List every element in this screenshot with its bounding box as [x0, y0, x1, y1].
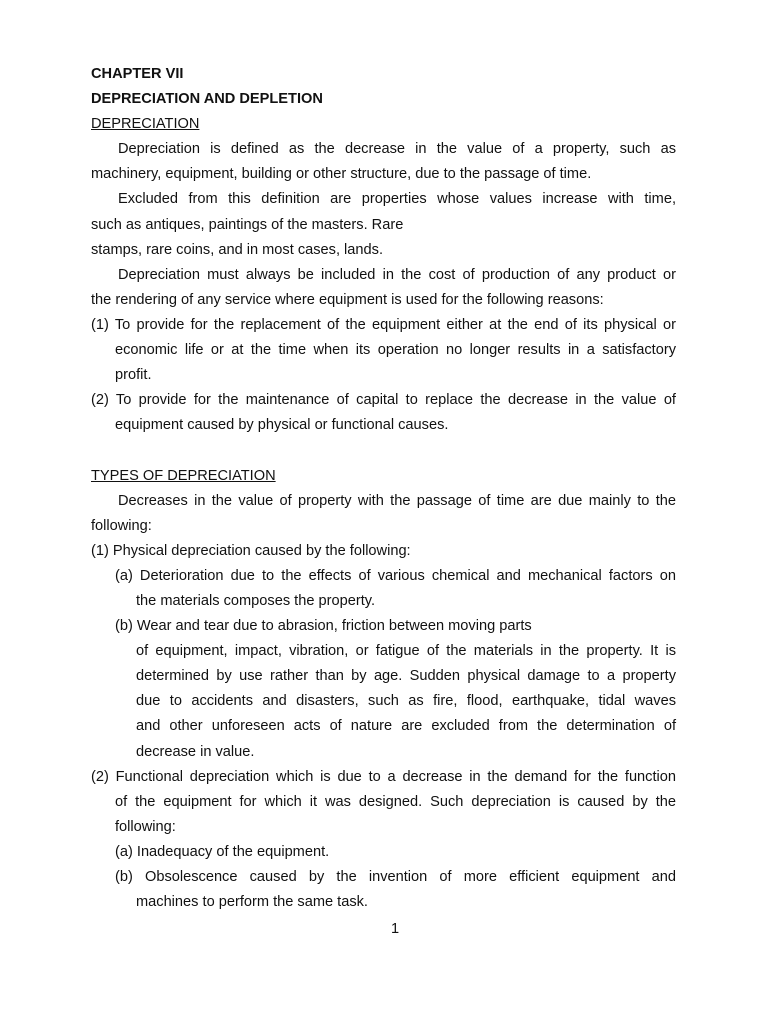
- list-item-line: economic life or at the time when its operation no longer results in a satisfactory: [115, 342, 676, 359]
- sublist-item-line: due to accidents and disasters, such as fire, flood, earthquake, tidal waves: [136, 693, 676, 710]
- list-item-line: equipment caused by physical or functional causes.: [115, 417, 449, 434]
- paragraph-line: Excluded from this definition are properties whose values increase with time,: [118, 191, 676, 208]
- list-item-line: (2) To provide for the maintenance of capital to replace the decrease in the value of: [91, 392, 676, 409]
- sublist-item-line: decrease in value.: [136, 743, 255, 760]
- sublist-item-line: (b) Obsolescence caused by the invention of more efficient equipment and: [115, 869, 676, 885]
- paragraph-line: machinery, equipment, building or other structure, due to the passage of time.: [91, 166, 592, 183]
- paragraph-line: Depreciation must always be included in the cost of production of any product or: [118, 266, 676, 283]
- chapter-label: CHAPTER VII: [91, 66, 184, 82]
- list-item-line: (2) Functional depreciation which is due to a decrease in the demand for the function: [91, 768, 676, 785]
- paragraph-line: such as antiques, paintings of the masters. Rare: [91, 216, 404, 233]
- list-item-line: following:: [115, 818, 176, 835]
- sublist-item-line: the materials composes the property.: [136, 592, 376, 609]
- sublist-item-line: (a) Deterioration due to the effects of various chemical and mechanical factors on: [115, 567, 676, 584]
- section-gap: [91, 438, 676, 463]
- chapter-title: DEPRECIATION AND DEPLETION: [91, 91, 323, 108]
- document-page: [91, 62, 676, 915]
- paragraph-line: stamps, rare coins, and in most cases, lands.: [91, 241, 384, 258]
- sublist-item-line: of equipment, impact, vibration, or fatigue of the materials in the property. It is: [136, 643, 676, 660]
- sublist-item-line: and other unforeseen acts of nature are excluded from the determination of: [136, 718, 676, 735]
- sublist-item-line: (a) Inadequacy of the equipment.: [115, 843, 330, 860]
- paragraph-line: Depreciation is defined as the decrease in the value of a property, such as: [118, 141, 676, 158]
- sublist-item-line: determined by use rather than by age. Sudden physical damage to a property: [136, 668, 676, 685]
- paragraph-line: Decreases in the value of property with the passage of time are due mainly to the: [118, 492, 676, 509]
- paragraph-line: following:: [91, 517, 152, 534]
- list-item-line: of the equipment for which it was designed. Such depreciation is caused by the: [115, 793, 676, 810]
- sublist-item-line: (b) Wear and tear due to abrasion, friction between moving parts: [115, 618, 532, 635]
- sublist-item-line: machines to perform the same task.: [136, 894, 368, 911]
- list-item-line: (1) To provide for the replacement of the equipment either at the end of its physical or: [91, 316, 676, 333]
- page-number: 1: [390, 921, 400, 937]
- list-item-line: (1) Physical depreciation caused by the following:: [91, 542, 411, 559]
- section-heading-depreciation: DEPRECIATION: [91, 116, 200, 133]
- paragraph-line: the rendering of any service where equipment is used for the following reasons:: [91, 291, 604, 308]
- section-heading-types: TYPES OF DEPRECIATION: [91, 467, 276, 484]
- list-item-line: profit.: [115, 367, 152, 384]
